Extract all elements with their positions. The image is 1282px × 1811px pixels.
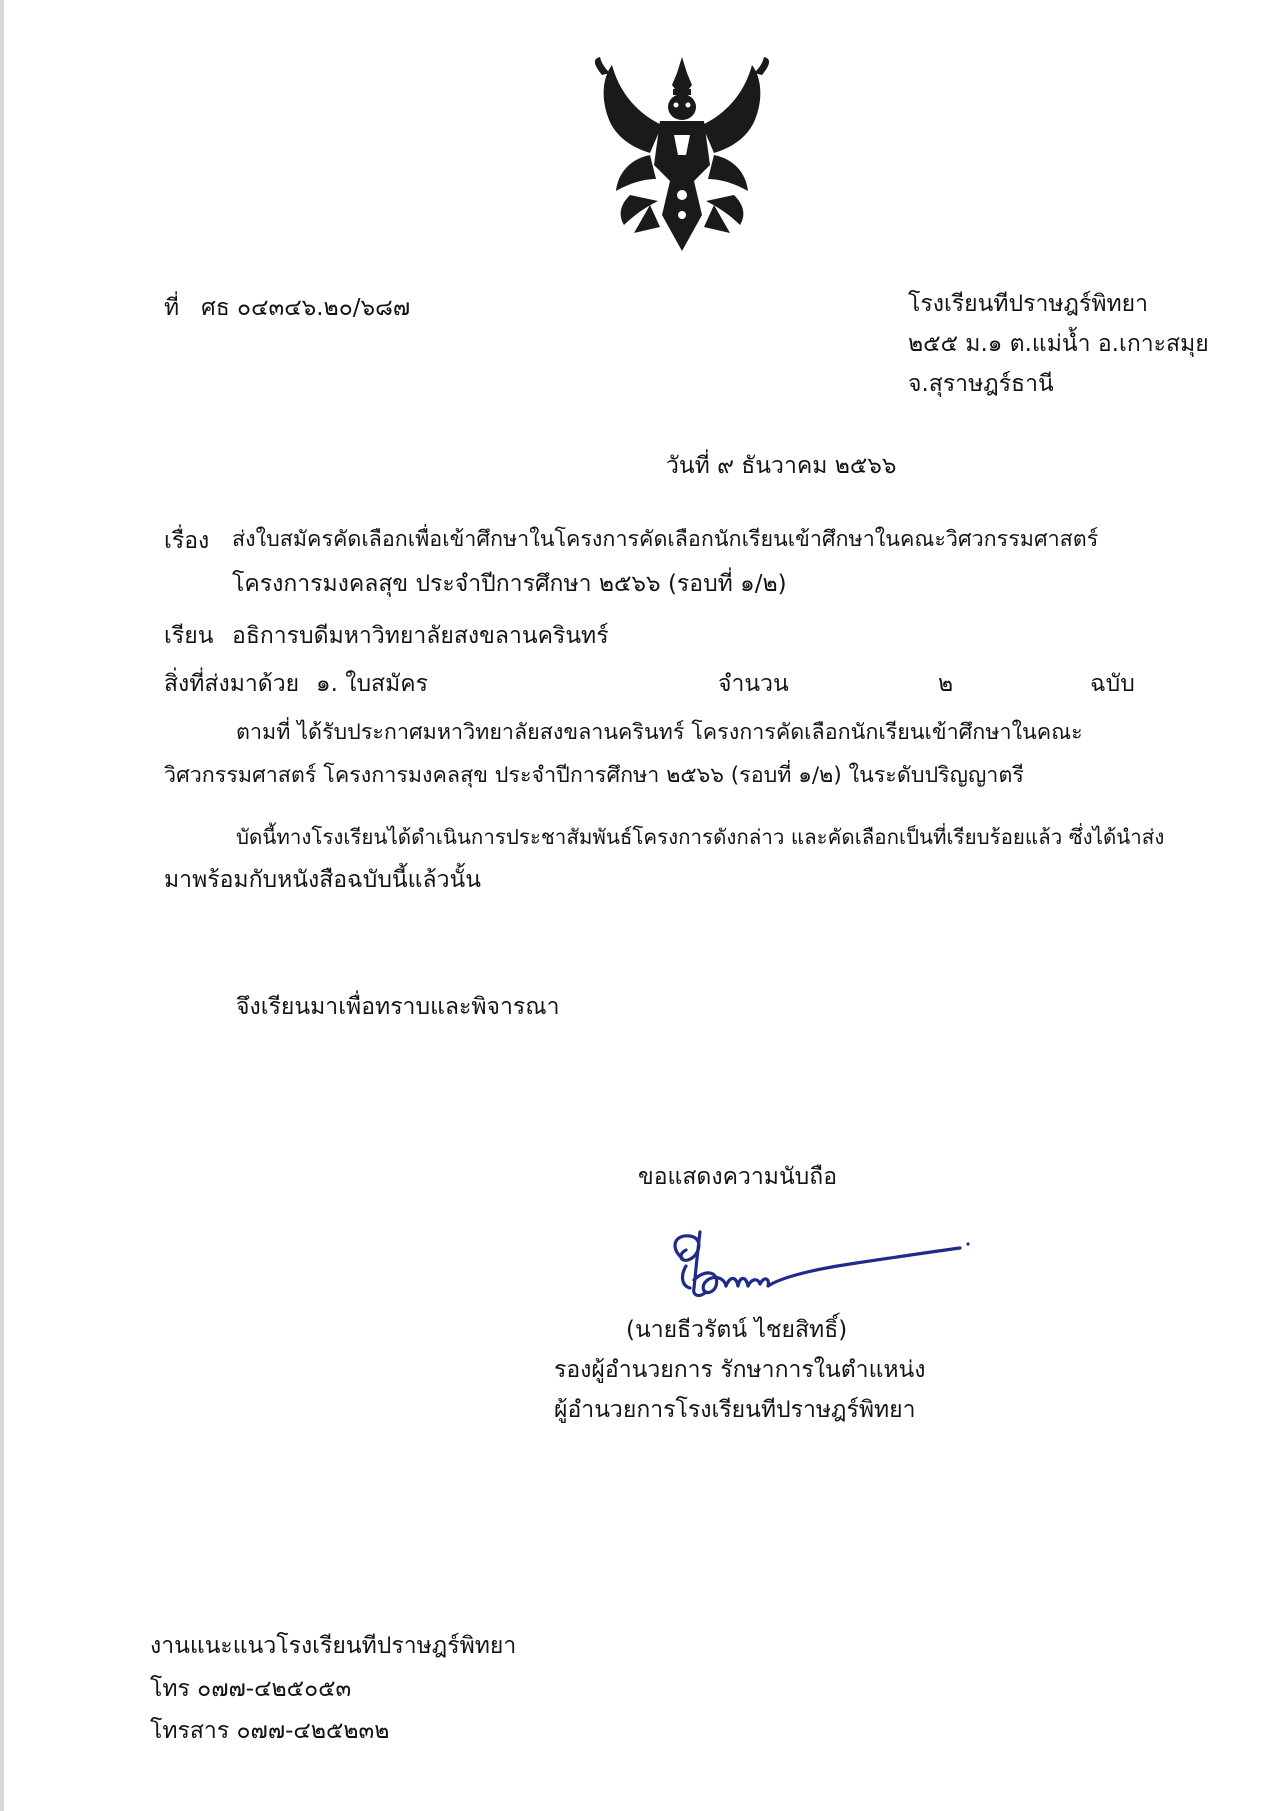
ref-label: ที่ [164, 295, 180, 321]
signer-position-line1: รองผู้อำนวยการ รักษาการในตำแหน่ง [554, 1357, 926, 1383]
footer-department: งานแนะแนวโรงเรียนทีปราษฎร์พิทยา [150, 1633, 517, 1659]
closing-request: จึงเรียนมาเพื่อทราบและพิจารณา [236, 994, 560, 1020]
footer-phone: โทร ๐๗๗-๔๒๕๐๕๓ [150, 1676, 352, 1702]
letter-date: วันที่ ๙ ธันวาคม ๒๕๖๖ [666, 453, 897, 479]
school-address-line1: ๒๕๕ ม.๑ ต.แม่น้ำ อ.เกาะสมุย [908, 331, 1209, 357]
scan-edge [0, 0, 4, 1811]
subject-label: เรื่อง [164, 528, 210, 554]
paragraph1-line1: ตามที่ ได้รับประกาศมหาวิทยาลัยสงขลานครินทร์ โครงการคัดเลือกนักเรียนเข้าศึกษาในคณะ [236, 720, 1083, 745]
closing-salutation: ขอแสดงความนับถือ [638, 1164, 838, 1190]
recipient-label: เรียน [164, 623, 214, 649]
paragraph2-line1: บัดนี้ทางโรงเรียนได้ดำเนินการประชาสัมพันธ์โครงการดังกล่าว และคัดเลือกเป็นที่เรียบร้อยแล้ว ซึ่งได้นำส่ง [236, 825, 1165, 849]
school-address-line2: จ.สุราษฎร์ธานี [908, 371, 1054, 397]
enclosure-item: ๑. ใบสมัคร [316, 671, 428, 697]
ref-number: ศธ ๐๔๓๔๖.๒๐/๖๘๗ [201, 295, 411, 321]
footer-fax: โทรสาร ๐๗๗-๔๒๕๒๓๒ [150, 1718, 390, 1744]
subject-line2: โครงการมงคลสุข ประจำปีการศึกษา ๒๕๖๖ (รอบที่ ๑/๒) [232, 571, 787, 597]
recipient-value: อธิการบดีมหาวิทยาลัยสงขลานครินทร์ [232, 623, 609, 649]
handwritten-signature [660, 1228, 980, 1308]
signer-name: (นายธีวรัตน์ ไชยสิทธิ์) [626, 1317, 848, 1343]
enclosure-label: สิ่งที่ส่งมาด้วย [164, 671, 300, 697]
enclosure-amount: ๒ [938, 671, 954, 697]
paragraph1-line2: วิศวกรรมศาสตร์ โครงการมงคลสุข ประจำปีการศึกษา ๒๕๖๖ (รอบที่ ๑/๒) ในระดับปริญญาตรี [164, 763, 1024, 788]
garuda-emblem-icon [590, 55, 775, 255]
reference-line [164, 294, 410, 323]
school-name: โรงเรียนทีปราษฎร์พิทยา [908, 291, 1149, 317]
subject-line1: ส่งใบสมัครคัดเลือกเพื่อเข้าศึกษาในโครงการคัดเลือกนักเรียนเข้าศึกษาในคณะวิศวกรรมศาสตร์ [232, 527, 1099, 552]
enclosure-amount-label: จำนวน [718, 671, 789, 697]
paragraph2-line2: มาพร้อมกับหนังสือฉบับนี้แล้วนั้น [164, 867, 481, 893]
signer-position-line2: ผู้อำนวยการโรงเรียนทีปราษฎร์พิทยา [554, 1397, 916, 1423]
enclosure-unit: ฉบับ [1090, 671, 1135, 697]
